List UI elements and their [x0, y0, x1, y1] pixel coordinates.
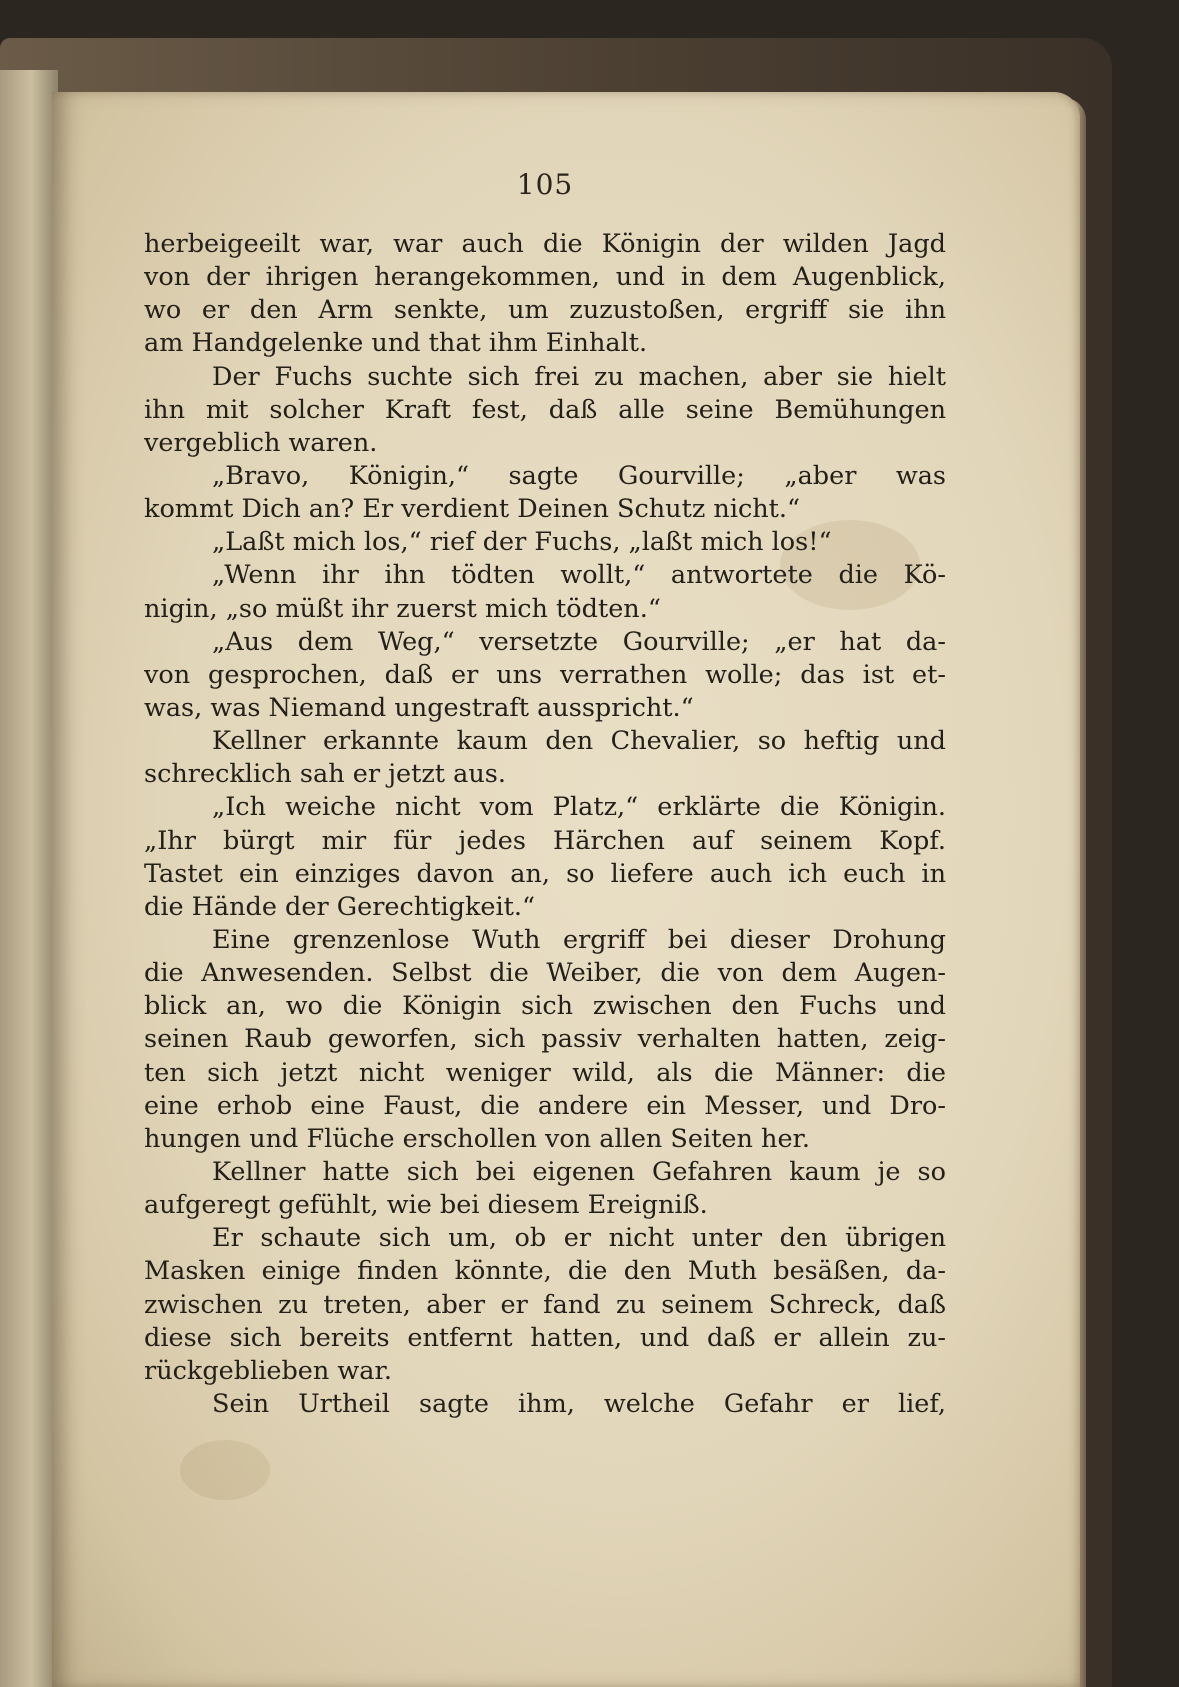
text-line: von gesprochen, daß er uns verrathen wolle; das ist et-: [144, 659, 946, 690]
text-line: „Wenn ihr ihn tödten wollt,“ antwortete die Kö-: [212, 560, 946, 591]
text-line: aufgeregt gefühlt, wie bei diesem Ereigniß.: [144, 1190, 708, 1221]
text-line: „Bravo, Königin,“ sagte Gourville; „aber was: [212, 460, 946, 491]
text-line: herbeigeeilt war, war auch die Königin der wilden Jagd: [144, 229, 946, 259]
text-line: wo er den Arm senkte, um zuzustoßen, ergriff sie ihn: [144, 295, 946, 326]
text-line: „Ihr bürgt mir für jedes Härchen auf seinem Kopf.: [144, 825, 946, 856]
text-line: kommt Dich an? Er verdient Deinen Schutz nicht.“: [144, 494, 801, 525]
text-line: „Aus dem Weg,“ versetzte Gourville; „er hat da-: [212, 626, 946, 657]
text-line: Masken einige finden könnte, die den Muth besäßen, da-: [144, 1256, 946, 1287]
text-line: die Anwesenden. Selbst die Weiber, die von dem Augen-: [144, 958, 946, 989]
text-line: vergeblich waren.: [144, 427, 378, 458]
text-line: Eine grenzenlose Wuth ergriff bei dieser Drohung: [212, 924, 946, 955]
text-line: von der ihrigen herangekommen, und in dem Augenblick,: [144, 262, 946, 293]
text-line: „Ich weiche nicht vom Platz,“ erklärte die Königin.: [212, 792, 946, 823]
text-line: ihn mit solcher Kraft fest, daß alle seine Bemühungen: [144, 394, 946, 425]
text-line: rückgeblieben war.: [144, 1355, 392, 1386]
text-line: am Handgelenke und that ihm Einhalt.: [144, 328, 648, 359]
text-line: Kellner hatte sich bei eigenen Gefahren kaum je so: [212, 1156, 946, 1187]
text-line: Tastet ein einziges davon an, so liefere auch ich euch in: [144, 858, 946, 889]
text-line: ten sich jetzt nicht weniger wild, als die Männer: die: [144, 1057, 946, 1088]
text-line: „Laßt mich los,“ rief der Fuchs, „laßt mich los!“: [212, 527, 832, 558]
facing-page-edge: [0, 70, 58, 1687]
text-line: blick an, wo die Königin sich zwischen den Fuchs und: [144, 991, 946, 1022]
text-line: die Hände der Gerechtigkeit.“: [144, 891, 536, 922]
text-line: hungen und Flüche erschollen von allen Seiten her.: [144, 1123, 811, 1154]
text-line: Sein Urtheil sagte ihm, welche Gefahr er lief,: [212, 1388, 946, 1419]
text-line: seinen Raub geworfen, sich passiv verhalten hatten, zeig-: [144, 1024, 946, 1055]
text-line: was, was Niemand ungestraft ausspricht.“: [144, 692, 694, 723]
page-text: [144, 228, 946, 1421]
page-number: 105: [516, 168, 574, 201]
text-line: Der Fuchs suchte sich frei zu machen, aber sie hielt: [212, 361, 946, 392]
text-line: zwischen zu treten, aber er fand zu seinem Schreck, daß: [144, 1289, 946, 1320]
text-line: eine erhob eine Faust, die andere ein Messer, und Dro-: [144, 1090, 946, 1121]
text-line: diese sich bereits entfernt hatten, und daß er allein zu-: [144, 1322, 946, 1353]
text-line: Er schaute sich um, ob er nicht unter den übrigen: [212, 1223, 946, 1254]
text-line: schrecklich sah er jetzt aus.: [144, 759, 506, 790]
text-line: nigin, „so müßt ihr zuerst mich tödten.“: [144, 593, 661, 624]
text-line: Kellner erkannte kaum den Chevalier, so heftig und: [212, 726, 946, 757]
